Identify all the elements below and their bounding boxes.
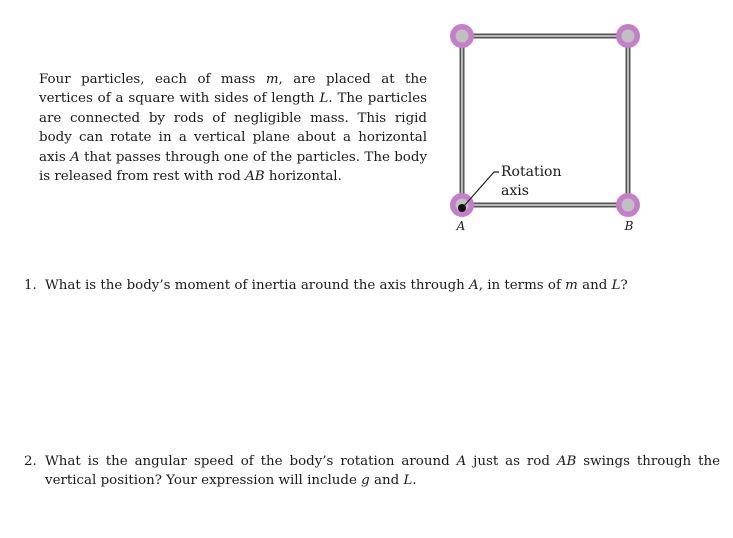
q1-var-a: A: [469, 278, 479, 293]
q1-text-1: What is the body’s moment of inertia around the axis through: [45, 278, 470, 293]
intro-text-3: . The particles are connected by rods of negligible mass. This rigid body can rotate in a vertical plane about a horizontal axis: [39, 91, 428, 165]
q1-var-m: m: [565, 278, 578, 293]
q2-var-g: g: [361, 473, 370, 489]
q1-text-4: ?: [620, 278, 628, 293]
question-text: [45, 276, 720, 295]
question-1: [24, 276, 720, 295]
intro-text-5: horizontal.: [264, 169, 342, 185]
diagram-svg: [440, 18, 660, 243]
particle-top-right: [616, 24, 640, 48]
rotation-axis-pointer: [464, 172, 499, 206]
vertex-label-b: B: [624, 219, 634, 233]
rod-symbol: AB: [245, 169, 265, 185]
question-2: [24, 452, 720, 491]
vertex-label-a: A: [456, 219, 466, 233]
length-symbol: L: [319, 91, 329, 107]
problem-statement: [39, 70, 427, 186]
q2-text-4: and: [369, 473, 404, 489]
q2-text-5: .: [412, 473, 417, 489]
rotation-label: Rotation: [501, 164, 562, 180]
axis-label: axis: [501, 183, 529, 199]
q2-text-3: swings through the vertical position? Your expression will include: [45, 454, 720, 489]
q2-var-ab: AB: [556, 454, 577, 469]
q2-var-l: L: [403, 473, 413, 489]
intro-text-1: Four particles, each of mass: [39, 72, 266, 87]
q2-text-1: What is the angular speed of the body’s rotation around: [45, 454, 457, 469]
intro-text-2: , are placed at the vertices of a square with sides of length: [39, 72, 427, 107]
q2-text-2: just as rod: [466, 454, 557, 469]
square-diagram: [440, 18, 660, 243]
particle-top-left: [450, 24, 474, 48]
particle-a: [450, 193, 474, 217]
q1-text-2: , in terms of: [478, 278, 566, 293]
q2-var-a: A: [456, 454, 467, 469]
mass-symbol: m: [265, 72, 279, 87]
q1-text-3: and: [577, 278, 612, 293]
question-number: 1.: [24, 278, 37, 293]
question-number: 2.: [24, 454, 37, 469]
axis-symbol: A: [70, 149, 80, 165]
intro-text-4: that passes through one of the particles. The body is released from rest with rod: [39, 149, 428, 185]
particle-b: [616, 193, 640, 217]
q1-var-l: L: [611, 278, 621, 293]
question-text: [45, 452, 720, 491]
